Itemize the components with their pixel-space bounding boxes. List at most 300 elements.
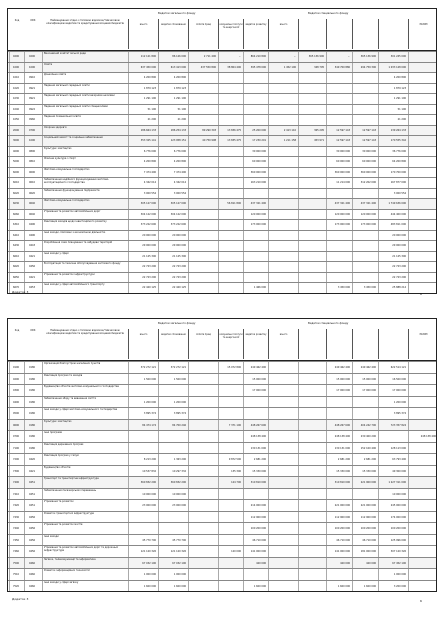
- row-value: 29 000 000: [172, 244, 186, 247]
- row-code: 7440: [12, 527, 20, 530]
- column-divider: [42, 115, 43, 125]
- row-value: [353, 489, 376, 500]
- row-value: [269, 105, 296, 115]
- row-kfk: 0640: [28, 202, 36, 205]
- row-value: 186 254 133: [170, 128, 186, 132]
- row-value: 7 474 400: [143, 170, 156, 174]
- row-value: [299, 168, 324, 178]
- table-row: [8, 499, 436, 511]
- column-divider: [408, 546, 409, 557]
- row-value: [299, 466, 324, 477]
- row-value: 15 330 000: [336, 469, 350, 473]
- row-value: [219, 189, 241, 199]
- row-value: [299, 523, 324, 534]
- header-name: Найменування згідно з типовою відомчою/тимчасовою класифікацією видатків та кредитування місцевих бюджетів: [46, 19, 124, 25]
- row-value: 8 213 200: [143, 458, 156, 461]
- table-row: [8, 93, 436, 104]
- row-value: [159, 523, 186, 534]
- table-row: [8, 407, 436, 419]
- row-value: [353, 262, 376, 272]
- row-value: [353, 408, 376, 419]
- header-salary: оплата праці: [188, 329, 218, 359]
- row-code: 1010: [12, 76, 20, 79]
- row-code: 7200: [12, 458, 20, 461]
- table-header: [7, 318, 437, 360]
- row-value: [299, 147, 324, 157]
- row-value: [299, 252, 324, 262]
- row-code: 6310: [12, 223, 20, 226]
- row-value: 12 597 143: [336, 128, 350, 132]
- row-value: [189, 385, 216, 396]
- row-value: 1 452 100: [283, 65, 296, 69]
- row-value: 130 131 000: [334, 446, 350, 450]
- row-value: [189, 210, 216, 220]
- column-divider: [42, 558, 43, 569]
- row-value: 1 000 000: [143, 573, 156, 576]
- row-kfk: 0460: [28, 573, 36, 576]
- row-kfk: 0451: [28, 504, 36, 507]
- row-value: [189, 94, 216, 104]
- row-value: [269, 283, 296, 293]
- row-value: ...: [347, 55, 350, 58]
- column-divider: [408, 199, 409, 209]
- column-divider: [408, 189, 409, 199]
- row-value: 23 000 000: [172, 504, 186, 507]
- row-value: 4 200 800: [143, 76, 156, 79]
- row-value: 13 835 475: [227, 139, 241, 142]
- row-value: [219, 408, 241, 419]
- row-value: 221 900 000: [360, 481, 376, 484]
- row-value: 30 000 000: [336, 149, 350, 153]
- row-code: 5000: [12, 160, 20, 163]
- row-kfk: 0180: [28, 366, 36, 369]
- row-value: 1 879 123: [393, 86, 406, 90]
- row-name: Інші заходи у сфері зв'язку: [44, 580, 79, 584]
- header-total: всього: [128, 19, 158, 49]
- row-name: Організація благоустрою населених пунктів: [44, 362, 101, 365]
- page-number: 6: [420, 292, 422, 296]
- row-value: 3 895 374: [143, 412, 156, 415]
- row-kfk: 0421: [28, 469, 36, 473]
- row-value: 360 000 000: [360, 170, 376, 174]
- row-name: Фізична культура і спорт: [44, 157, 76, 160]
- row-value: [299, 397, 324, 408]
- page-two: [0, 310, 444, 625]
- table-row: [8, 240, 436, 251]
- table-row: [8, 135, 436, 146]
- row-value: 163 210 000: [250, 181, 266, 184]
- row-value: 4 200 800: [393, 76, 406, 79]
- row-value: [189, 546, 216, 557]
- row-value: 6 776 000: [143, 149, 156, 153]
- row-name: Розроблення схем планування та забудови територій: [44, 241, 113, 244]
- row-value: 25 888 214: [392, 286, 406, 289]
- row-name: Надання позашкільної освіти: [44, 115, 81, 118]
- row-value: [299, 477, 324, 488]
- header-group-general: Видатки загального фонду: [158, 12, 196, 15]
- row-value: 17 000 000: [252, 389, 266, 392]
- row-name: Забезпечення функціонування підприємств: [44, 188, 100, 192]
- row-name: Інші заходи, пов'язані з економічною діяльністю: [44, 230, 106, 234]
- row-kfk: 0600: [28, 170, 36, 174]
- row-value: [189, 73, 216, 83]
- row-code: 0100: [12, 366, 20, 369]
- row-value: 10 297 332: [172, 469, 186, 473]
- row-value: 130 131 000: [250, 446, 266, 450]
- table-row: [8, 453, 436, 465]
- row-value: 112 900 000: [360, 515, 376, 519]
- row-value: [299, 569, 324, 580]
- column-divider: [408, 374, 409, 385]
- row-code: 6010: [12, 181, 20, 184]
- row-code: 6410: [12, 233, 20, 237]
- row-value: 23 000 000: [142, 504, 156, 507]
- row-value: 51 100: [177, 107, 186, 111]
- row-value: [219, 115, 241, 125]
- row-value: 420 000: [366, 561, 376, 565]
- column-divider: [42, 569, 43, 580]
- row-value: 181 000 000: [360, 550, 376, 553]
- row-value: 20 000 000: [142, 233, 156, 237]
- row-value: 60 000 000: [252, 160, 266, 163]
- row-value: [244, 273, 266, 283]
- row-kfk: 0420: [28, 458, 36, 461]
- row-value: 17 000 000: [392, 389, 406, 392]
- row-value: [219, 94, 241, 104]
- row-value: [327, 569, 350, 580]
- row-name: Експлуатація та технічне обслуговування житлового фонду: [44, 262, 121, 265]
- column-divider: [42, 512, 43, 523]
- row-value: [244, 73, 266, 83]
- row-value: 100 200 000: [390, 527, 406, 530]
- row-code: 1050: [12, 118, 20, 121]
- row-value: [129, 443, 156, 454]
- row-value: 304 122 000: [170, 212, 186, 216]
- row-value: [219, 231, 241, 241]
- header-salary: оплата праці: [188, 19, 218, 49]
- row-value: 15 000 000: [252, 377, 266, 381]
- row-value: [244, 262, 266, 272]
- row-value: 100 200 000: [334, 527, 350, 530]
- row-value: [189, 231, 216, 241]
- table-row: [8, 534, 436, 546]
- row-value: [353, 397, 376, 408]
- row-code: 0200: [12, 55, 20, 58]
- column-divider: [408, 241, 409, 251]
- row-value: [269, 408, 296, 419]
- table-row: [8, 384, 436, 396]
- column-divider: [408, 569, 409, 580]
- row-value: [299, 231, 324, 241]
- row-code: 6620: [12, 265, 20, 268]
- column-divider: [42, 210, 43, 220]
- row-value: [327, 189, 350, 199]
- row-value: [219, 84, 241, 94]
- row-name: Інші заходи: [44, 534, 59, 538]
- header-blank-3: [352, 329, 378, 359]
- row-value: [189, 523, 216, 534]
- header-total: всього: [128, 329, 158, 359]
- row-kfk: 0200: [28, 55, 36, 58]
- row-value: 125 996 000: [390, 538, 406, 542]
- row-value: 22 723 200: [392, 265, 406, 268]
- table-row: [8, 442, 436, 454]
- row-value: 121 120 326: [140, 550, 156, 553]
- row-value: [189, 466, 216, 477]
- table-row: [8, 251, 436, 262]
- row-value: 294 759 300: [360, 65, 376, 69]
- row-value: 483 811 000: [390, 223, 406, 226]
- row-value: [269, 115, 296, 125]
- row-value: 84 700 246: [172, 423, 186, 427]
- row-code: 6670: [12, 286, 20, 289]
- column-divider: [408, 252, 409, 262]
- row-value: [269, 512, 296, 523]
- row-code: 7450: [12, 538, 20, 542]
- row-kfk: 0456: [28, 550, 36, 553]
- header-kfk: КФК: [30, 329, 36, 332]
- row-code: 1040: [12, 107, 20, 111]
- column-divider: [42, 220, 43, 230]
- row-value: [299, 558, 324, 569]
- row-value: 1 033 128 000: [388, 65, 406, 69]
- row-value: [327, 489, 350, 500]
- row-value: [189, 105, 216, 115]
- row-value: 15 330 000: [362, 469, 376, 473]
- row-value: [189, 581, 216, 592]
- row-value: 248 138 400: [250, 435, 266, 438]
- row-value: 1 000 000: [393, 573, 406, 576]
- row-kfk: 1000: [28, 65, 36, 69]
- row-code: 7510: [12, 573, 20, 576]
- row-value: 30 000 000: [362, 149, 376, 153]
- column-divider: [42, 252, 43, 262]
- row-value: [189, 262, 216, 272]
- row-value: [269, 374, 296, 385]
- row-kfk: 0960: [28, 118, 36, 121]
- column-divider: [42, 63, 43, 73]
- row-value: [189, 431, 216, 442]
- row-name: Забезпечення надійного функціонування житлово-експлуатаційного господарства: [44, 178, 110, 184]
- row-value: 100 200 000: [360, 527, 376, 530]
- row-value: [219, 262, 241, 272]
- row-value: 21 200: [147, 118, 156, 121]
- row-value: 45 770 700: [172, 538, 186, 542]
- row-value: [353, 273, 376, 283]
- header-blank-3: [352, 19, 378, 49]
- row-value: 21 125 300: [142, 254, 156, 258]
- column-divider: [42, 362, 43, 373]
- row-value: 373 222 600: [170, 223, 186, 226]
- row-value: [299, 500, 324, 511]
- row-value: 437 321 400: [250, 202, 266, 205]
- row-value: 135 300: [231, 469, 241, 473]
- row-value: 3 895 374: [393, 412, 406, 415]
- row-kfk: 0700: [28, 128, 36, 132]
- row-value: 622 514 121: [390, 366, 406, 369]
- table-row: [8, 230, 436, 241]
- table-row: [8, 156, 436, 167]
- row-value: 20 000 000: [392, 233, 406, 237]
- row-value: [327, 231, 350, 241]
- row-value: 38 804 400: [227, 65, 241, 69]
- row-kfk: 0460: [28, 584, 36, 588]
- header-blank-4: [378, 329, 408, 359]
- row-value: 67 032 100: [172, 561, 186, 565]
- row-value: 360 832 200: [170, 481, 186, 484]
- row-value: [269, 500, 296, 511]
- row-value: [327, 252, 350, 262]
- column-divider: [42, 189, 43, 199]
- table-row: [8, 580, 436, 592]
- row-value: [219, 105, 241, 115]
- table-row: [8, 62, 436, 73]
- header-blank-4: [378, 19, 408, 49]
- row-value: 7 474 400: [173, 170, 186, 174]
- row-value: [159, 443, 186, 454]
- row-value: [269, 362, 296, 373]
- table-row: [8, 114, 436, 125]
- row-value: [219, 443, 241, 454]
- row-value: 45 770 700: [142, 538, 156, 542]
- column-divider: [408, 477, 409, 488]
- row-value: [219, 581, 241, 592]
- row-value: 22 723 200: [172, 265, 186, 268]
- column-divider: [408, 581, 409, 592]
- row-value: 453 971: [314, 139, 324, 142]
- row-code: 6000: [12, 170, 20, 174]
- row-name: Культура і мистецтво: [44, 419, 72, 423]
- row-kfk: 0456: [28, 538, 36, 542]
- row-code: 0700: [12, 435, 20, 438]
- row-value: [269, 420, 296, 431]
- row-value: [189, 283, 216, 293]
- table-row: [8, 72, 436, 83]
- column-divider: [42, 168, 43, 178]
- table-header: [7, 8, 437, 50]
- column-divider: [42, 477, 43, 488]
- row-value: [269, 147, 296, 157]
- row-value: [327, 105, 350, 115]
- row-value: 249 462 400: [334, 366, 350, 369]
- table-row: [8, 261, 436, 272]
- row-name: Забезпечення збору та вивезення сміття: [44, 396, 96, 400]
- row-value: 15 000 000: [336, 377, 350, 381]
- row-value: [269, 489, 296, 500]
- row-value: 1 291 100: [173, 97, 186, 100]
- row-value: [353, 569, 376, 580]
- budget-table-page-2: [7, 318, 437, 592]
- row-code: 1020: [12, 86, 20, 90]
- row-value: [189, 397, 216, 408]
- row-value: 404 242 700: [360, 423, 376, 427]
- row-value: [269, 220, 296, 230]
- row-value: [244, 84, 266, 94]
- row-value: 221 000 000: [360, 504, 376, 507]
- row-value: [269, 252, 296, 262]
- row-value: [269, 84, 296, 94]
- row-value: [219, 569, 241, 580]
- row-value: 1 600 000: [363, 584, 376, 588]
- row-name: Реалізація програм та заходів: [44, 373, 83, 377]
- row-value: 67 032 100: [142, 561, 156, 565]
- row-kfk: 0451: [28, 481, 36, 484]
- row-value: [353, 241, 376, 251]
- row-code: 7520: [12, 584, 20, 588]
- row-value: [129, 431, 156, 442]
- row-value: [353, 231, 376, 241]
- column-divider: [408, 443, 409, 454]
- row-value: [189, 252, 216, 262]
- row-value: 2 413 110: [283, 128, 296, 132]
- row-code: 7420: [12, 504, 20, 507]
- row-value: 17 230 201: [252, 139, 266, 142]
- row-value: [269, 241, 296, 251]
- row-value: 214 000 000: [250, 504, 266, 507]
- column-divider: [408, 262, 409, 272]
- column-divider: [42, 489, 43, 500]
- row-value: 348 795: [314, 65, 324, 69]
- row-code: 6650: [12, 275, 20, 279]
- row-code: 0300: [12, 389, 20, 392]
- row-value: [299, 73, 324, 83]
- row-value: [269, 431, 296, 442]
- row-value: 248 138 400: [334, 435, 350, 438]
- row-kfk: 0180: [28, 446, 36, 450]
- row-code: 6060: [12, 212, 20, 216]
- table-row: [8, 557, 436, 569]
- header-blank-1: [298, 329, 326, 359]
- column-divider: [408, 385, 409, 396]
- header-consumption: видатки споживання: [158, 19, 188, 49]
- row-value: [189, 241, 216, 251]
- row-value: 2 681 200: [337, 458, 350, 461]
- row-value: 1 466 000: [253, 286, 266, 289]
- row-code: 1000: [12, 65, 20, 69]
- row-kfk: 0490: [28, 223, 36, 226]
- row-value: [353, 105, 376, 115]
- row-kfk: 0800: [28, 149, 36, 153]
- column-divider: [42, 241, 43, 251]
- column-divider: [42, 231, 43, 241]
- row-value: 100 200 000: [250, 527, 266, 530]
- row-value: 305 127 000: [140, 202, 156, 205]
- row-value: [219, 178, 241, 188]
- header-group-special: Видатки спеціального фонду: [308, 322, 349, 325]
- row-value: [327, 397, 350, 408]
- row-name: Охорона здоров'я: [44, 125, 67, 129]
- row-value: [244, 94, 266, 104]
- row-value: [299, 443, 324, 454]
- table-row: [8, 209, 436, 220]
- row-value: 22 723 200: [172, 275, 186, 279]
- row-value: 372 272 121: [140, 366, 156, 369]
- table-row: [8, 272, 436, 283]
- row-value: 3 000 554: [143, 191, 156, 195]
- row-name: Інші заходи у сфері житлово-комунального господарства: [44, 408, 118, 411]
- column-divider: [42, 374, 43, 385]
- header-sum: РАЗОМ: [408, 19, 438, 49]
- row-value: 152 100 400: [360, 446, 376, 450]
- row-value: 21 200: [397, 118, 406, 121]
- header-blank-1: [298, 19, 326, 49]
- row-code: 2000: [12, 128, 20, 132]
- row-value: 1 500 000: [173, 377, 186, 381]
- table-row: [8, 219, 436, 230]
- row-kfk: 0180: [28, 400, 36, 404]
- row-value: 12 597 143: [362, 128, 376, 132]
- column-divider: [408, 362, 409, 373]
